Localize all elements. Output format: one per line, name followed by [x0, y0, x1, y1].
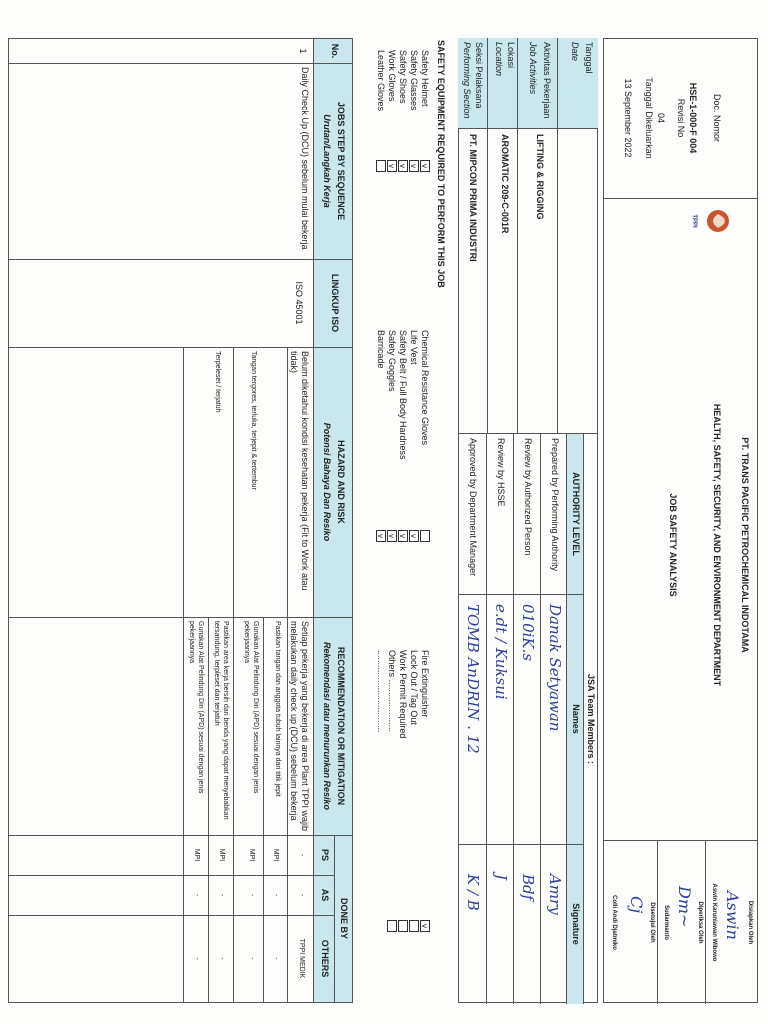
team-signature: J: [492, 874, 510, 881]
col-as: AS: [320, 888, 330, 902]
col-steps-en: JOBS STEP BY SEQUENCE: [336, 101, 346, 221]
team-level: Prepared by Performing Authority: [550, 438, 560, 572]
equipment-label: Safety Shoes: [398, 50, 408, 104]
info-label-id: Aktivitas Pekerjaan: [542, 42, 552, 119]
equipment-label: Work Gloves: [387, 50, 397, 102]
equipment-label: .................................: [376, 650, 386, 733]
equipment-label: Safety Goggles: [387, 330, 397, 392]
team-name: 010iK.s: [519, 604, 537, 662]
team-col-level: AUTHORITY LEVEL: [571, 472, 581, 556]
equipment-checkbox[interactable]: v: [387, 530, 397, 542]
team-level: Review by Authorized Person: [523, 438, 533, 556]
approvals-block: [603, 840, 758, 1004]
approval-label-3: Disetujui Oleh: [649, 902, 655, 943]
tanggal-label: Tanggal Dikeluarkan: [644, 77, 654, 159]
info-label-id: Tanggal: [584, 42, 594, 74]
equipment-label: Barricade: [376, 330, 386, 369]
col-done-by: DONE BY: [339, 897, 349, 939]
approval-label-2: Diperiksa Oleh: [697, 901, 703, 944]
equipment-checkbox[interactable]: [387, 920, 397, 932]
info-row-job: [518, 38, 558, 433]
approval-signature-3: Cj: [627, 896, 646, 914]
team-row: [514, 434, 541, 1004]
revisi-label: Revisi No: [676, 98, 686, 138]
info-label-id: Seksi Pelaksana: [474, 42, 484, 109]
info-value: PT. MIPCON PRIMA INDUSTRI: [468, 134, 478, 262]
team-row: [487, 434, 514, 1004]
equipment-checkbox[interactable]: v: [376, 530, 386, 542]
equipment-checkbox[interactable]: [398, 920, 408, 932]
approval-name-2: Sudarmanto: [663, 904, 669, 940]
col-ps: PS: [320, 848, 330, 861]
team-col-names: Names: [571, 704, 581, 734]
done-as: -: [248, 893, 255, 897]
col-hazard-id: Potensi Bahaya Dan Resiko: [322, 422, 332, 542]
equipment-checkbox[interactable]: [376, 160, 386, 172]
info-label-en: Location: [494, 42, 504, 77]
approval-signature-2: Dm~: [675, 886, 694, 928]
equipment-checkbox[interactable]: [409, 920, 419, 932]
info-row-section: [458, 38, 488, 433]
equipment-checkbox[interactable]: [420, 530, 430, 542]
team-row: [541, 434, 568, 1004]
done-ps: MPI: [272, 848, 279, 862]
doc-nomor-value: HSE-1-000-F 004: [688, 82, 698, 154]
equipment-label: Fire Extinguisher: [420, 650, 430, 718]
done-ps: -: [298, 853, 305, 857]
col-rec-id: Rekomendasi atau menurunkan Resiko: [322, 641, 332, 811]
equipment-checkbox[interactable]: v: [398, 530, 408, 542]
equipment-col-1: [360, 50, 430, 250]
info-row-location: [488, 38, 518, 433]
approval-name-3: Colli Andi Djatmiko: [611, 895, 617, 950]
doc-nomor-label: Doc. Nomor: [712, 93, 722, 142]
equipment-checkbox[interactable]: v: [409, 530, 419, 542]
mitigation-item: Setiap pekerja yang bekerja di area Plant TPPI wajib melakukan daily check up (DCU) sebelum bekerja: [289, 621, 310, 831]
done-others: -: [272, 957, 279, 960]
equipment-checkbox[interactable]: v: [387, 160, 397, 172]
hazard-item: Belum diketahui kondisi kesehatan pekerja (Fit to Work atau tidak): [289, 351, 310, 591]
row-no: 1: [298, 48, 308, 54]
approval-signature-1: Aswin: [723, 891, 742, 940]
equipment-col-3: [360, 650, 430, 990]
mitigation-item: Pastikan tangan dan anggota tubuh lainnya dari titik jepit: [274, 621, 281, 797]
info-label-en: Performing Section: [462, 42, 472, 119]
done-as: -: [298, 893, 305, 897]
equipment-col-2: [360, 330, 430, 630]
team-table: [458, 433, 598, 1004]
row-step: Daily Check Up (DCU) sebelum mulai bekerja: [300, 67, 310, 250]
company-name: PT. TRANS PACIFIC PETROCHEMICAL INDOTAMA: [740, 437, 750, 653]
team-signature: Amry: [546, 874, 564, 915]
department-name: HEALTH, SAFETY, SECURITY, AND ENVIRONMENT DEPARTMENT: [712, 403, 722, 687]
tanggal-value: 13 September 2022: [623, 78, 633, 158]
done-others: TPPI MEDIK: [298, 938, 305, 979]
team-name: TOMB AnDRIN . 12: [464, 604, 482, 754]
equipment-label: Safety Glasses: [409, 50, 419, 111]
equipment-label: Leather Gloves: [376, 50, 386, 112]
done-ps: MPI: [248, 848, 255, 862]
team-level: Approved by Department Manager: [468, 438, 478, 577]
equipment-checkbox[interactable]: v: [420, 920, 430, 932]
logo-text: TPPI: [691, 214, 697, 228]
col-steps-id: Urutan/Langkah Kerja: [322, 114, 332, 208]
done-as: -: [193, 893, 200, 897]
equipment-label: Lock Out / Tag Out: [409, 650, 419, 725]
jsa-table: [8, 38, 353, 1003]
info-value: AROMATIC 209-C-001R: [500, 134, 510, 234]
equipment-label: Safety Belt / Full Body Hardness: [398, 330, 408, 460]
info-label-en: Job Activities: [528, 42, 538, 95]
form-title: JOB SAFETY ANALYSIS: [668, 493, 678, 597]
info-row-date: [558, 38, 598, 433]
col-others: OTHERS: [320, 939, 330, 978]
done-as: -: [218, 893, 225, 897]
info-label-id: Lokasi: [506, 42, 516, 69]
team-name: e.dt / Kuksui: [492, 604, 510, 700]
done-ps: MPI: [218, 848, 225, 862]
hazard-item: Tangan tergores, terluka, terjepit & tertembur: [250, 351, 257, 490]
team-signature: K / B: [464, 874, 482, 911]
col-rec-en: RECOMMENDATION OR MITIGATION: [336, 646, 346, 806]
revisi-value: 04: [656, 112, 666, 123]
doc-info-block: [603, 38, 758, 199]
col-iso: LINGKUP ISO: [330, 273, 340, 333]
mitigation-item: Gunakan Alat Pelindung Diri (APD) sesuai dengan jenis pekerjaannya: [243, 621, 259, 794]
equipment-checkbox[interactable]: v: [420, 160, 430, 172]
team-col-signature: Signature: [571, 903, 581, 945]
equipment-checkbox[interactable]: v: [409, 160, 419, 172]
mitigation-item: Gunakan Alat Pelindung Diri (APD) sesuai dengan jenis pekerjaannya: [188, 621, 204, 794]
equipment-label: Safety Helmet: [420, 50, 430, 107]
equipment-checkbox[interactable]: v: [398, 160, 408, 172]
col-no: No.: [330, 43, 340, 59]
team-name: Danak Setyawan: [546, 604, 564, 732]
done-others: -: [218, 957, 225, 960]
done-as: -: [272, 893, 279, 897]
equipment-label: Work Permit Required: [398, 650, 408, 739]
done-others: -: [193, 957, 200, 960]
title-block: [603, 250, 758, 840]
approval-name-1: Aswin Karuniawan Wibowo: [711, 883, 717, 962]
company-logo: [678, 196, 738, 246]
row-iso: ISO 45001: [294, 281, 304, 325]
equipment-title: SAFETY EQUIPMENT REQUIRED TO PERFORM THIS JOB: [436, 40, 446, 288]
done-others: -: [248, 957, 255, 960]
equipment-label: Life Vest: [409, 330, 419, 365]
team-signature: Bdf: [519, 874, 537, 901]
done-ps: MPI: [193, 848, 200, 862]
col-hazard-en: HAZARD AND RISK: [336, 440, 346, 524]
job-info-table: [458, 38, 598, 433]
team-level: Review by HSSE: [496, 438, 506, 507]
equipment-label: Chemical Resistance Gloves: [420, 330, 430, 446]
info-label-en: Date: [570, 42, 580, 62]
approval-label-1: Disiapkan Oleh: [747, 900, 753, 945]
mitigation-item: Pastikan area kerja bersih dari benda yang dapat menyebabkan tersandung, terpleset dan terjatuh: [213, 621, 229, 820]
hazard-item: Terpeleset / terjatuh: [214, 351, 221, 413]
team-title: JSA Team Members :: [586, 673, 596, 765]
equipment-label: Others .....................: [387, 650, 397, 733]
team-row: [458, 434, 487, 1004]
info-value: LIFTING & RIGGING: [535, 134, 545, 220]
